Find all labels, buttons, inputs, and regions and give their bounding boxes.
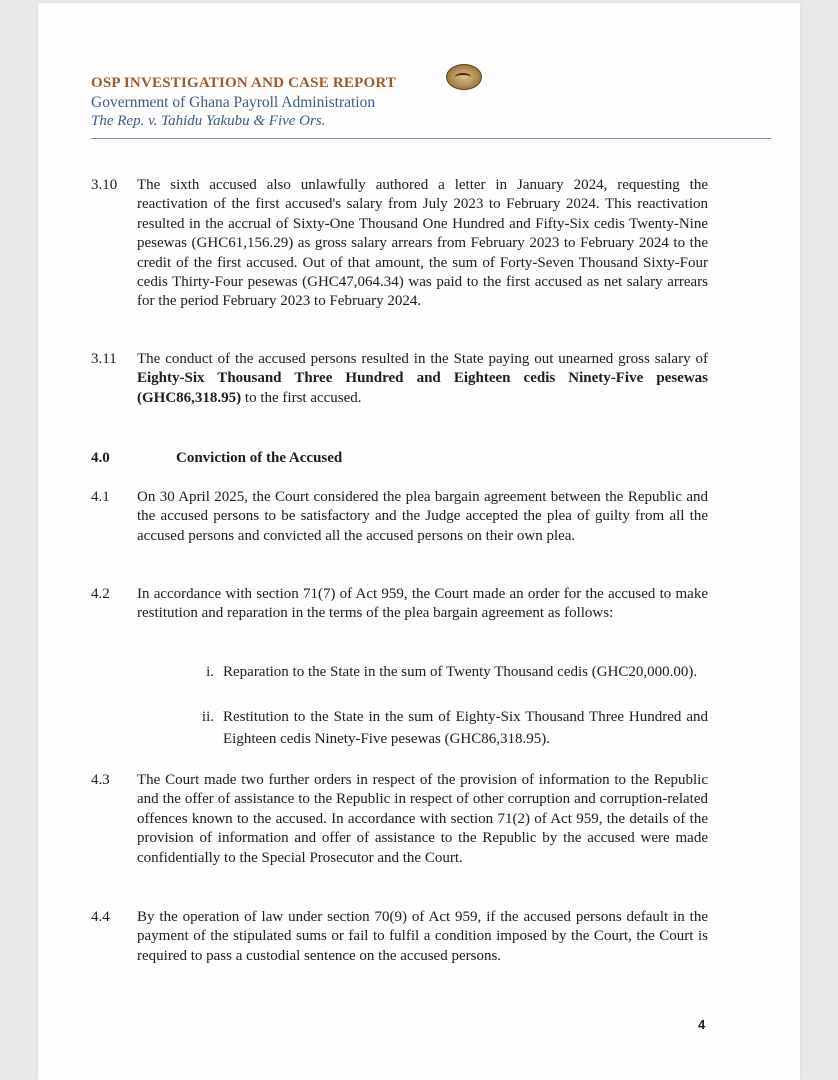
list-numeral: i. [206, 664, 214, 680]
paragraph-text-part: The conduct of the accused persons resulted in the State paying out unearned gross salary of [137, 351, 708, 367]
report-title: OSP INVESTIGATION AND CASE REPORT [91, 75, 397, 91]
case-name: The Rep. v. Tahidu Yakubu & Five Ors. [91, 113, 326, 129]
paragraph-text-part: to the first accused. [241, 389, 362, 406]
paragraph-number: 4.1 [91, 489, 110, 505]
paragraph-3-11 [91, 350, 708, 408]
osp-seal-icon [446, 64, 482, 90]
page-number: 4 [698, 1017, 706, 1032]
list-item-text: Reparation to the State in the sum of Twenty Thousand cedis (GHC20,000.00). [223, 664, 698, 680]
paragraph-text: On 30 April 2025, the Court considered the plea bargain agreement between the Republic and the accused persons to be satisfactory and the Judge accepted the plea of guilty from all the accused persons and convicted all the accused persons on their own plea. [137, 489, 708, 544]
list-item [180, 661, 708, 683]
paragraph-3-10 [91, 176, 708, 312]
paragraph-text [137, 350, 708, 408]
paragraph-text: The sixth accused also unlawfully authored a letter in January 2024, requesting the reactivation of the first accused's salary from July 2023 to February 2024. This reactivation resulted in the accrual of Sixty-One Thousand One Hundred and Fifty-Six cedis Twenty-Nine pesewas (GHC61,156.29) as gross salary arrears from February 2023 to February 2024 to the credit of the first accused. Out of that amount, the sum of Forty-Seven Thousand Sixty-Four cedis Thirty-Four pesewas (GHC47,064.34) was paid to the first accused as net salary arrears for the period February 2023 to February 2024. [137, 177, 708, 310]
section-heading: Conviction of the Accused [176, 450, 343, 466]
paragraph-number: 4.4 [91, 909, 110, 925]
salary-amount-bold: Eighty-Six Thousand Three Hundred and Eighteen cedis Ninety-Five pesewas (GHC86,318.95) [137, 370, 708, 406]
paragraph-text: In accordance with section 71(7) of Act 959, the Court made an order for the accused to make restitution and reparation in the terms of the plea bargain agreement as follows: [137, 586, 708, 622]
report-subtitle: Government of Ghana Payroll Administration [91, 94, 376, 111]
list-item-text: Restitution to the State in the sum of Eighty-Six Thousand Three Hundred and Eighteen cedis Ninety-Five pesewas (GHC86,318.95). [223, 709, 708, 747]
section-number: 4.0 [91, 450, 110, 466]
paragraph-4-4 [91, 908, 708, 966]
report-header [91, 75, 771, 130]
header-divider [91, 138, 771, 139]
paragraph-text: By the operation of law under section 70(9) of Act 959, if the accused persons default in the payment of the stipulated sums or fail to fulfil a condition imposed by the Court, the Court is required to pass a custodial sentence on the accused persons. [137, 909, 708, 964]
paragraph-4-3 [91, 771, 708, 868]
paragraph-4-2 [91, 585, 708, 624]
paragraph-4-1 [91, 488, 708, 546]
paragraph-number: 3.11 [91, 351, 117, 367]
paragraph-text: The Court made two further orders in respect of the provision of information to the Republic and the offer of assistance to the Republic in respect of other corruption and corruption-related offences known to the accused. In accordance with section 71(2) of Act 959, the details of the provision of information and offer of assistance to the Republic by the accused were made confidentially to the Special Prosecutor and the Court. [137, 772, 708, 866]
paragraph-number: 4.2 [91, 586, 110, 602]
paragraph-number: 4.3 [91, 772, 110, 788]
paragraph-number: 3.10 [91, 177, 118, 193]
list-item [180, 706, 708, 750]
list-numeral: ii. [201, 709, 214, 725]
